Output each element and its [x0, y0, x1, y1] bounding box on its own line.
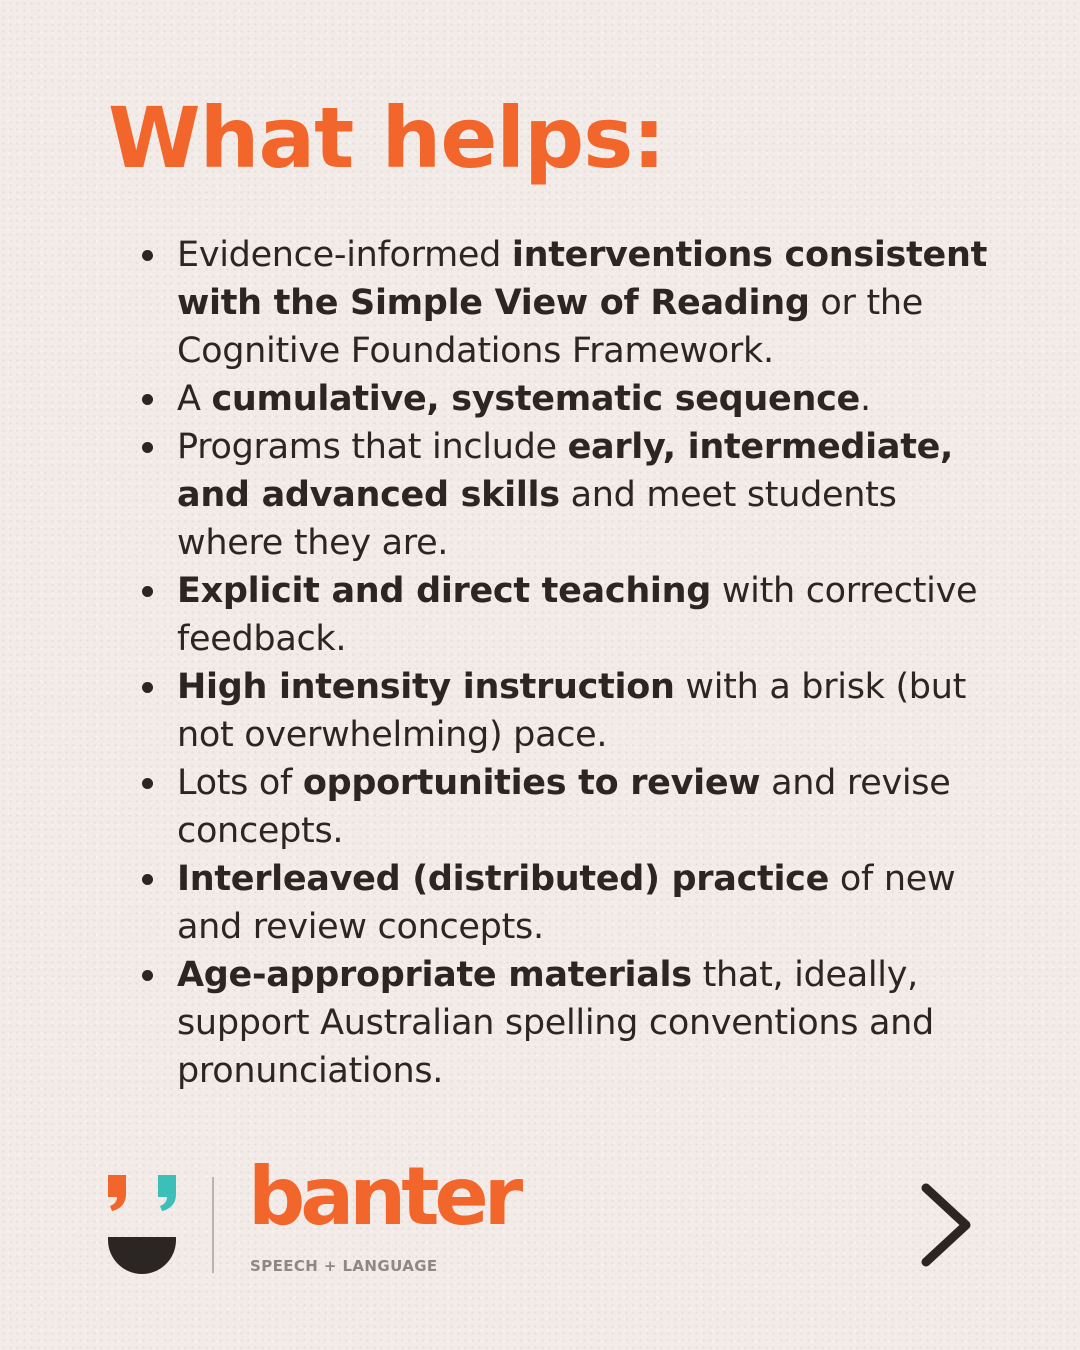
list-item-emphasis: Interleaved (distributed) practice	[177, 859, 830, 899]
list-item	[138, 567, 998, 663]
list-item-text: or the Cognitive Foundations Framework.	[177, 283, 924, 371]
list-item	[138, 855, 998, 951]
list-item-emphasis: interventions consistent with the Simple View of Reading	[177, 235, 988, 323]
list-item	[138, 423, 998, 567]
list-item-text: and revise concepts.	[177, 763, 951, 851]
list-item-text: that, ideally, support Australian spelling conventions and pronunciations.	[177, 955, 934, 1091]
list-item	[138, 951, 998, 1095]
list-item-emphasis: early, intermediate, and advanced skills	[177, 427, 954, 515]
list-item-emphasis: opportunities to review	[302, 763, 761, 803]
logo-divider	[212, 1177, 214, 1273]
list-item-text: Evidence-informed	[177, 235, 512, 275]
list-item	[138, 375, 998, 423]
chevron-right-icon[interactable]	[916, 1180, 976, 1270]
banter-logo	[108, 1150, 528, 1283]
list-item-text: with a brisk (but not overwhelming) pace.	[177, 667, 967, 755]
list-item	[138, 663, 998, 759]
list-item-emphasis: High intensity instruction	[177, 667, 675, 707]
list-item	[138, 759, 998, 855]
list-item-text: Lots of	[177, 763, 303, 803]
list-item-text: Programs that include	[177, 427, 568, 467]
brand-wordmark: banter	[248, 1150, 519, 1243]
brand-tagline: SPEECH + LANGUAGE	[250, 1257, 438, 1275]
list-item-text: with corrective feedback.	[177, 571, 978, 659]
list-item-text: and meet students where they are.	[177, 475, 897, 563]
helps-list	[138, 231, 998, 1095]
list-item-emphasis: cumulative, systematic sequence	[211, 379, 860, 419]
list-item-text: A	[177, 379, 212, 419]
list-item	[138, 231, 998, 375]
banter-logo-mark-icon	[108, 1173, 178, 1275]
page-title: What helps:	[108, 89, 665, 187]
list-item-emphasis: Age-appropriate materials	[177, 955, 692, 995]
list-item-emphasis: Explicit and direct teaching	[177, 571, 711, 611]
list-item-text: .	[859, 379, 871, 419]
list-item-text: of new and review concepts.	[177, 859, 956, 947]
